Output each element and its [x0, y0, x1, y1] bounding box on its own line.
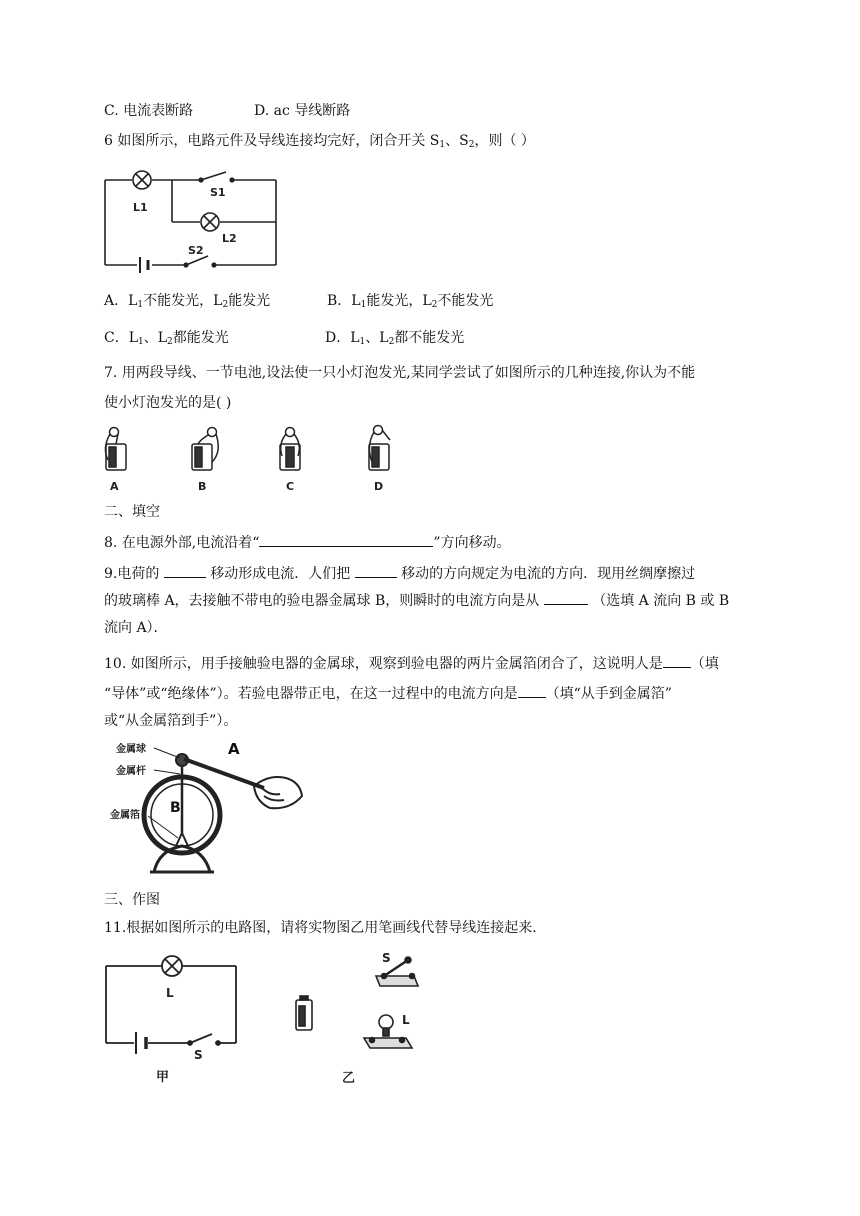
q8-text: 8. 在电源外部,电流沿着“ ”方向移动。: [104, 532, 511, 553]
q7-bulb-battery-figure: [96, 422, 416, 494]
q9-blank-2[interactable]: [355, 563, 397, 578]
q11-yi-label-l: L: [402, 1013, 410, 1027]
q11-stem: 11.根据如图所示的电路图，请将实物图乙用笔画线代替导线连接起来.: [104, 920, 537, 936]
section-3-heading: 三、作图: [104, 892, 160, 908]
q6-stem: 6 如图所示，电路元件及导线连接均完好，闭合开关 $S_1$、$S_2$，则（ ）: [104, 133, 535, 150]
q11-circuit-diagram-jia: [100, 952, 242, 1086]
q9-line-2: 的玻璃棒 A，去接触不带电的验电器金属球 B，则瞬时的电流方向是从 （选填 A 流向 B 或 B: [104, 590, 729, 611]
q6-option-c: C．$L_1$、$L_2$都能发光: [104, 330, 229, 347]
q11-jia-label-l: L: [166, 986, 174, 1000]
q8-answer-blank[interactable]: [259, 532, 433, 547]
q10-label-rod: 金属杆: [116, 766, 146, 777]
q9-blank-3[interactable]: [544, 590, 588, 605]
q6-option-d: D．$L_1$、$L_2$都不能发光: [325, 330, 465, 347]
q10-label-b: B: [170, 800, 181, 816]
q7-label-b: B: [198, 480, 207, 493]
q11-jia-caption: 甲: [156, 1070, 170, 1085]
q10-line-1: 10. 如图所示，用手接触验电器的金属球，观察到验电器的两片金属箔闭合了，这说明人是 （填: [104, 653, 719, 674]
q6-option-a: A．$L_1$不能发光，$L_2$能发光: [104, 293, 271, 310]
q11-yi-caption: 乙: [342, 1071, 356, 1086]
q10-line-3: 或“从金属箔到手”）。: [104, 713, 238, 729]
q7-label-a: A: [110, 480, 119, 493]
q5-option-c: C. 电流表断路: [104, 103, 194, 119]
q10-blank-1[interactable]: [663, 653, 691, 668]
q5-option-d: D. ac 导线断路: [254, 103, 351, 119]
q11-physical-components-yi: [288, 948, 438, 1088]
q6-label-s2: S2: [188, 244, 204, 257]
q7-stem-line-1: 7. 用两段导线、一节电池,设法使一只小灯泡发光,某同学尝试了如图所示的几种连接,你认为不能: [104, 365, 696, 381]
q10-electroscope-figure: [104, 738, 324, 878]
q10-label-a: A: [228, 740, 240, 758]
q9-line-1: 9.电荷的 移动形成电流．人们把 移动的方向规定为电流的方向．现用丝绸摩擦过: [104, 563, 695, 584]
q10-label-leaves: 金属箔: [110, 810, 140, 821]
q10-label-ball: 金属球: [116, 744, 146, 755]
q6-label-s1: S1: [210, 186, 226, 199]
q7-label-c: C: [286, 480, 295, 493]
q9-line-3: 流向 A）．: [104, 620, 168, 636]
q10-line-2: “导体”或“绝缘体”）。若验电器带正电，在这一过程中的电流方向是 （填“从手到金属箔”: [104, 683, 672, 704]
q11-yi-label-s: S: [382, 951, 391, 965]
q6-circuit-figure: [100, 164, 280, 274]
q6-label-l1: L1: [133, 201, 148, 214]
q6-label-l2: L2: [222, 232, 237, 245]
q10-blank-2[interactable]: [518, 683, 546, 698]
q9-blank-1[interactable]: [164, 563, 206, 578]
q11-jia-label-s: S: [194, 1048, 203, 1062]
q6-option-b: B．$L_1$能发光，$L_2$不能发光: [327, 293, 494, 310]
q7-label-d: D: [374, 480, 384, 493]
q7-stem-line-2: 使小灯泡发光的是( ): [104, 395, 232, 411]
section-2-heading: 二、填空: [104, 504, 160, 520]
